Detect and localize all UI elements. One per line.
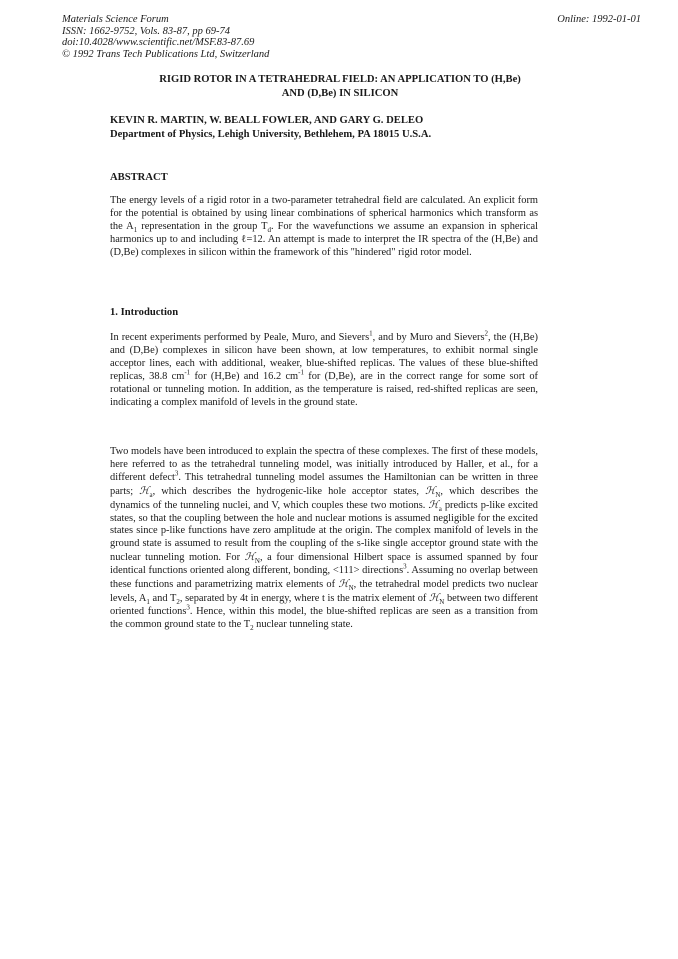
journal-header	[62, 14, 269, 60]
intro-paragraph-1: In recent experiments performed by Peale, Muro, and Sievers$^1$, and by Muro and Sievers$^2$, the (H,Be) and (D,Be) complexes in silicon have been shown, at low temperatures, to exhibit normal single acceptor lines, each with additional, weaker, blue-shifted replicas. The values of these blue-shifted replicas, 38.8 $cm^{-1}$ for (H,Be) and 16.2 $cm^{-1}$ for (D,Be), are in the correct range for some sort of rotational or tunneling motion. In addition, as the temperature is raised, red-shifted replicas are seen, indicating a complex manifold of levels in the ground state.	[110, 329, 538, 408]
doi-line: doi:10.4028/www.scientific.net/MSF.83-87.69	[62, 37, 255, 49]
abstract-text: The energy levels of a rigid rotor in a two-parameter tetrahedral field are calculated. An explicit form for the potential is obtained by using linear combinations of spherical harmonics which transform as the $A_1$ representation in the group $T_d$. For the wavefunctions we assume an expansion in spherical harmonics up to and including ℓ=12. An attempt is made to interpret the IR spectra of the (H,Be) and (D,Be) complexes in silicon within the framework of this "hindered" rigid rotor model.	[110, 195, 538, 258]
journal-name: Materials Science Forum	[62, 14, 169, 25]
issn-line: ISSN: 1662-9752, Vols. 83-87, pp 69-74	[62, 25, 230, 37]
author-names: KEVIN R. MARTIN, W. BEALL FOWLER, AND GARY G. DELEO	[110, 115, 424, 126]
title-line-2: AND (D,Be) IN SILICON	[281, 87, 399, 99]
affiliation: Department of Physics, Lehigh University, Bethlehem, PA 18015 U.S.A.	[110, 128, 432, 140]
online-date: Online: 1992-01-01	[557, 14, 641, 25]
copyright-line: © 1992 Trans Tech Publications Ltd, Switzerland	[62, 48, 270, 60]
author-block	[110, 114, 431, 141]
paper-title	[110, 73, 570, 100]
introduction-heading: 1. Introduction	[110, 307, 179, 318]
title-line-1: RIGID ROTOR IN A TETRAHEDRAL FIELD: AN APPLICATION TO (H,Be)	[159, 74, 521, 85]
abstract-heading: ABSTRACT	[110, 172, 168, 183]
intro-paragraph-2: Two models have been introduced to explain the spectra of these complexes. The first of these models, here referred to as the tetrahedral tunneling model, was initially introduced by Haller, et al., for a different defect$^3$. This tetrahedral tunneling model assumes the Hamiltonian can be written in three parts; ℋ$_a$, which describes the hydrogenic-like hole acceptor states, ℋ$_N$, which describes the dynamics of the tunneling nuclei, and V, which couples these two motions. ℋ$_a$ predicts p-like excited states, so that the coupling between the hole and nuclear motions is assumed negligible for the excited states since p-like functions have zero amplitude at the origin. The complex manifold of levels in the ground state is assumed to result from the coupling of the s-like single acceptor ground state with the nuclear tunneling motion. For ℋ$_N$, a four dimensional Hilbert space is assumed spanned by four identical functions oriented along different, bonding, <111> directions$^3$. Assuming no overlap between these functions and parametrizing matrix elements of ℋ$_N$, the tetrahedral model predicts two nuclear levels, $A_1$ and $T_2$, separated by 4t in energy, where t is the matrix element of ℋ$_N$ between two different oriented functions$^3$. Hence, within this model, the blue-shifted replicas are seen as a transition from the common ground state to the $T_2$ nuclear tunneling state.	[110, 446, 539, 632]
